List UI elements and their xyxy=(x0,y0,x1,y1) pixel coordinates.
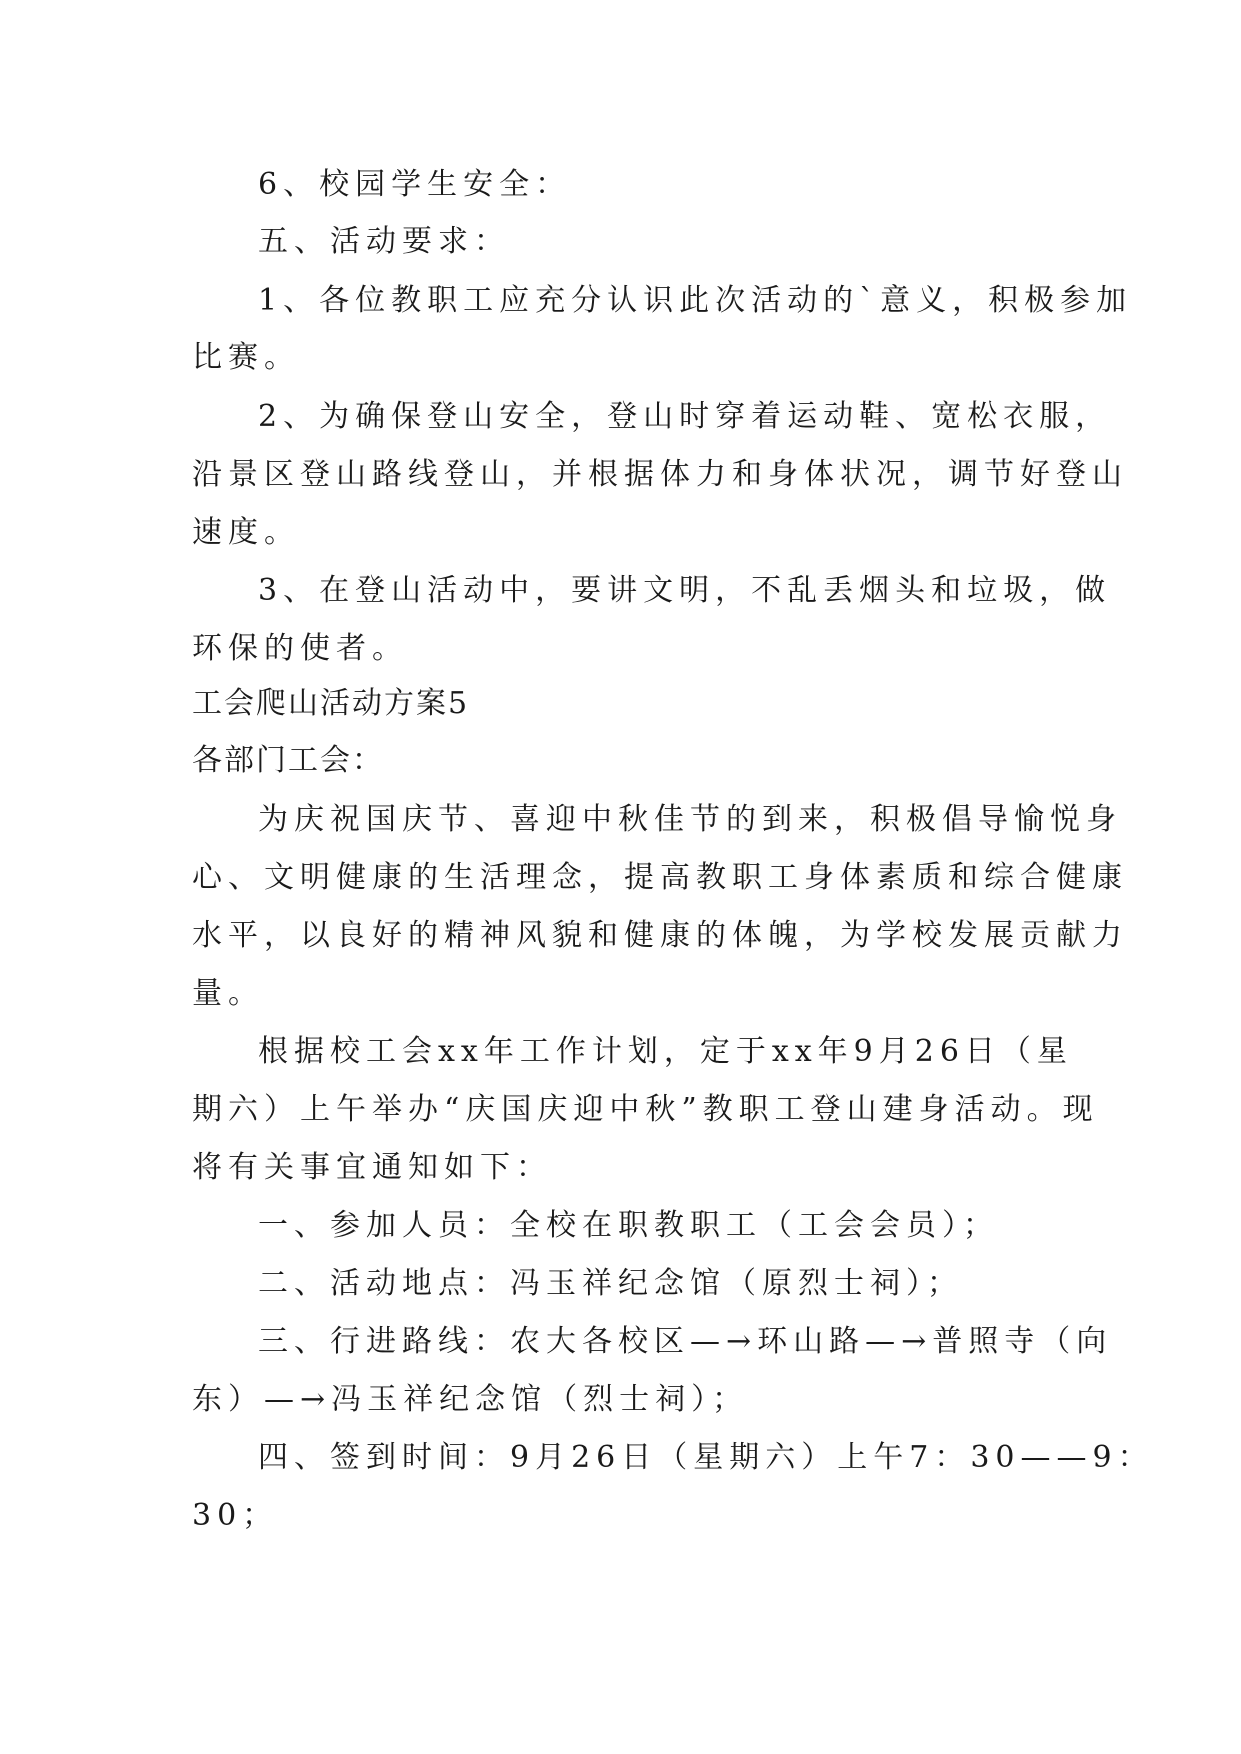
location-item: 二、活动地点：冯玉祥纪念馆（原烈士祠）； xyxy=(258,1266,963,1301)
requirement-3-line-2: 环保的使者。 xyxy=(192,631,408,666)
requirement-2-line-2: 沿景区登山路线登山，并根据体力和身体状况，调节好登山 xyxy=(192,457,1128,492)
intro-paragraph-line-4: 量。 xyxy=(192,976,264,1011)
notice-paragraph-line-1: 根据校工会xx年工作计划，定于xx年9月26日（星 xyxy=(258,1034,1073,1069)
requirement-1-line-2: 比赛。 xyxy=(192,340,300,375)
plan-5-title: 工会爬山活动方案5 xyxy=(192,686,470,721)
requirement-2-line-3: 速度。 xyxy=(192,515,300,550)
route-item-line-2: 东）—→冯玉祥纪念馆（烈士祠）； xyxy=(192,1382,749,1417)
notice-paragraph-line-3: 将有关事宜通知如下： xyxy=(192,1150,552,1185)
notice-paragraph-line-2: 期六）上午举办“庆国庆迎中秋”教职工登山建身活动。现 xyxy=(192,1092,1099,1127)
intro-paragraph-line-1: 为庆祝国庆节、喜迎中秋佳节的到来，积极倡导愉悦身 xyxy=(258,802,1122,837)
requirement-2-line-1: 2、为确保登山安全，登山时穿着运动鞋、宽松衣服， xyxy=(258,399,1112,434)
participants-item: 一、参加人员：全校在职教职工（工会会员）； xyxy=(258,1208,999,1243)
requirement-1-line-1: 1、各位教职工应充分认识此次活动的`意义，积极参加 xyxy=(258,283,1133,318)
intro-paragraph-line-3: 水平，以良好的精神风貌和健康的体魄，为学校发展贡献力 xyxy=(192,918,1128,953)
signin-time-line-2: 30； xyxy=(192,1498,279,1533)
item-6-safety: 6、校园学生安全： xyxy=(258,167,572,202)
signin-time-line-1: 四、签到时间：9月26日（星期六）上午7：30——9： xyxy=(258,1440,1154,1475)
intro-paragraph-line-2: 心、文明健康的生活理念，提高教职工身体素质和综合健康 xyxy=(192,860,1128,895)
salutation: 各部门工会： xyxy=(192,743,384,778)
section-5-heading: 五、活动要求： xyxy=(258,224,510,259)
route-item-line-1: 三、行进路线：农大各校区—→环山路—→普照寺（向 xyxy=(258,1324,1113,1359)
requirement-3-line-1: 3、在登山活动中，要讲文明，不乱丢烟头和垃圾，做 xyxy=(258,573,1112,608)
